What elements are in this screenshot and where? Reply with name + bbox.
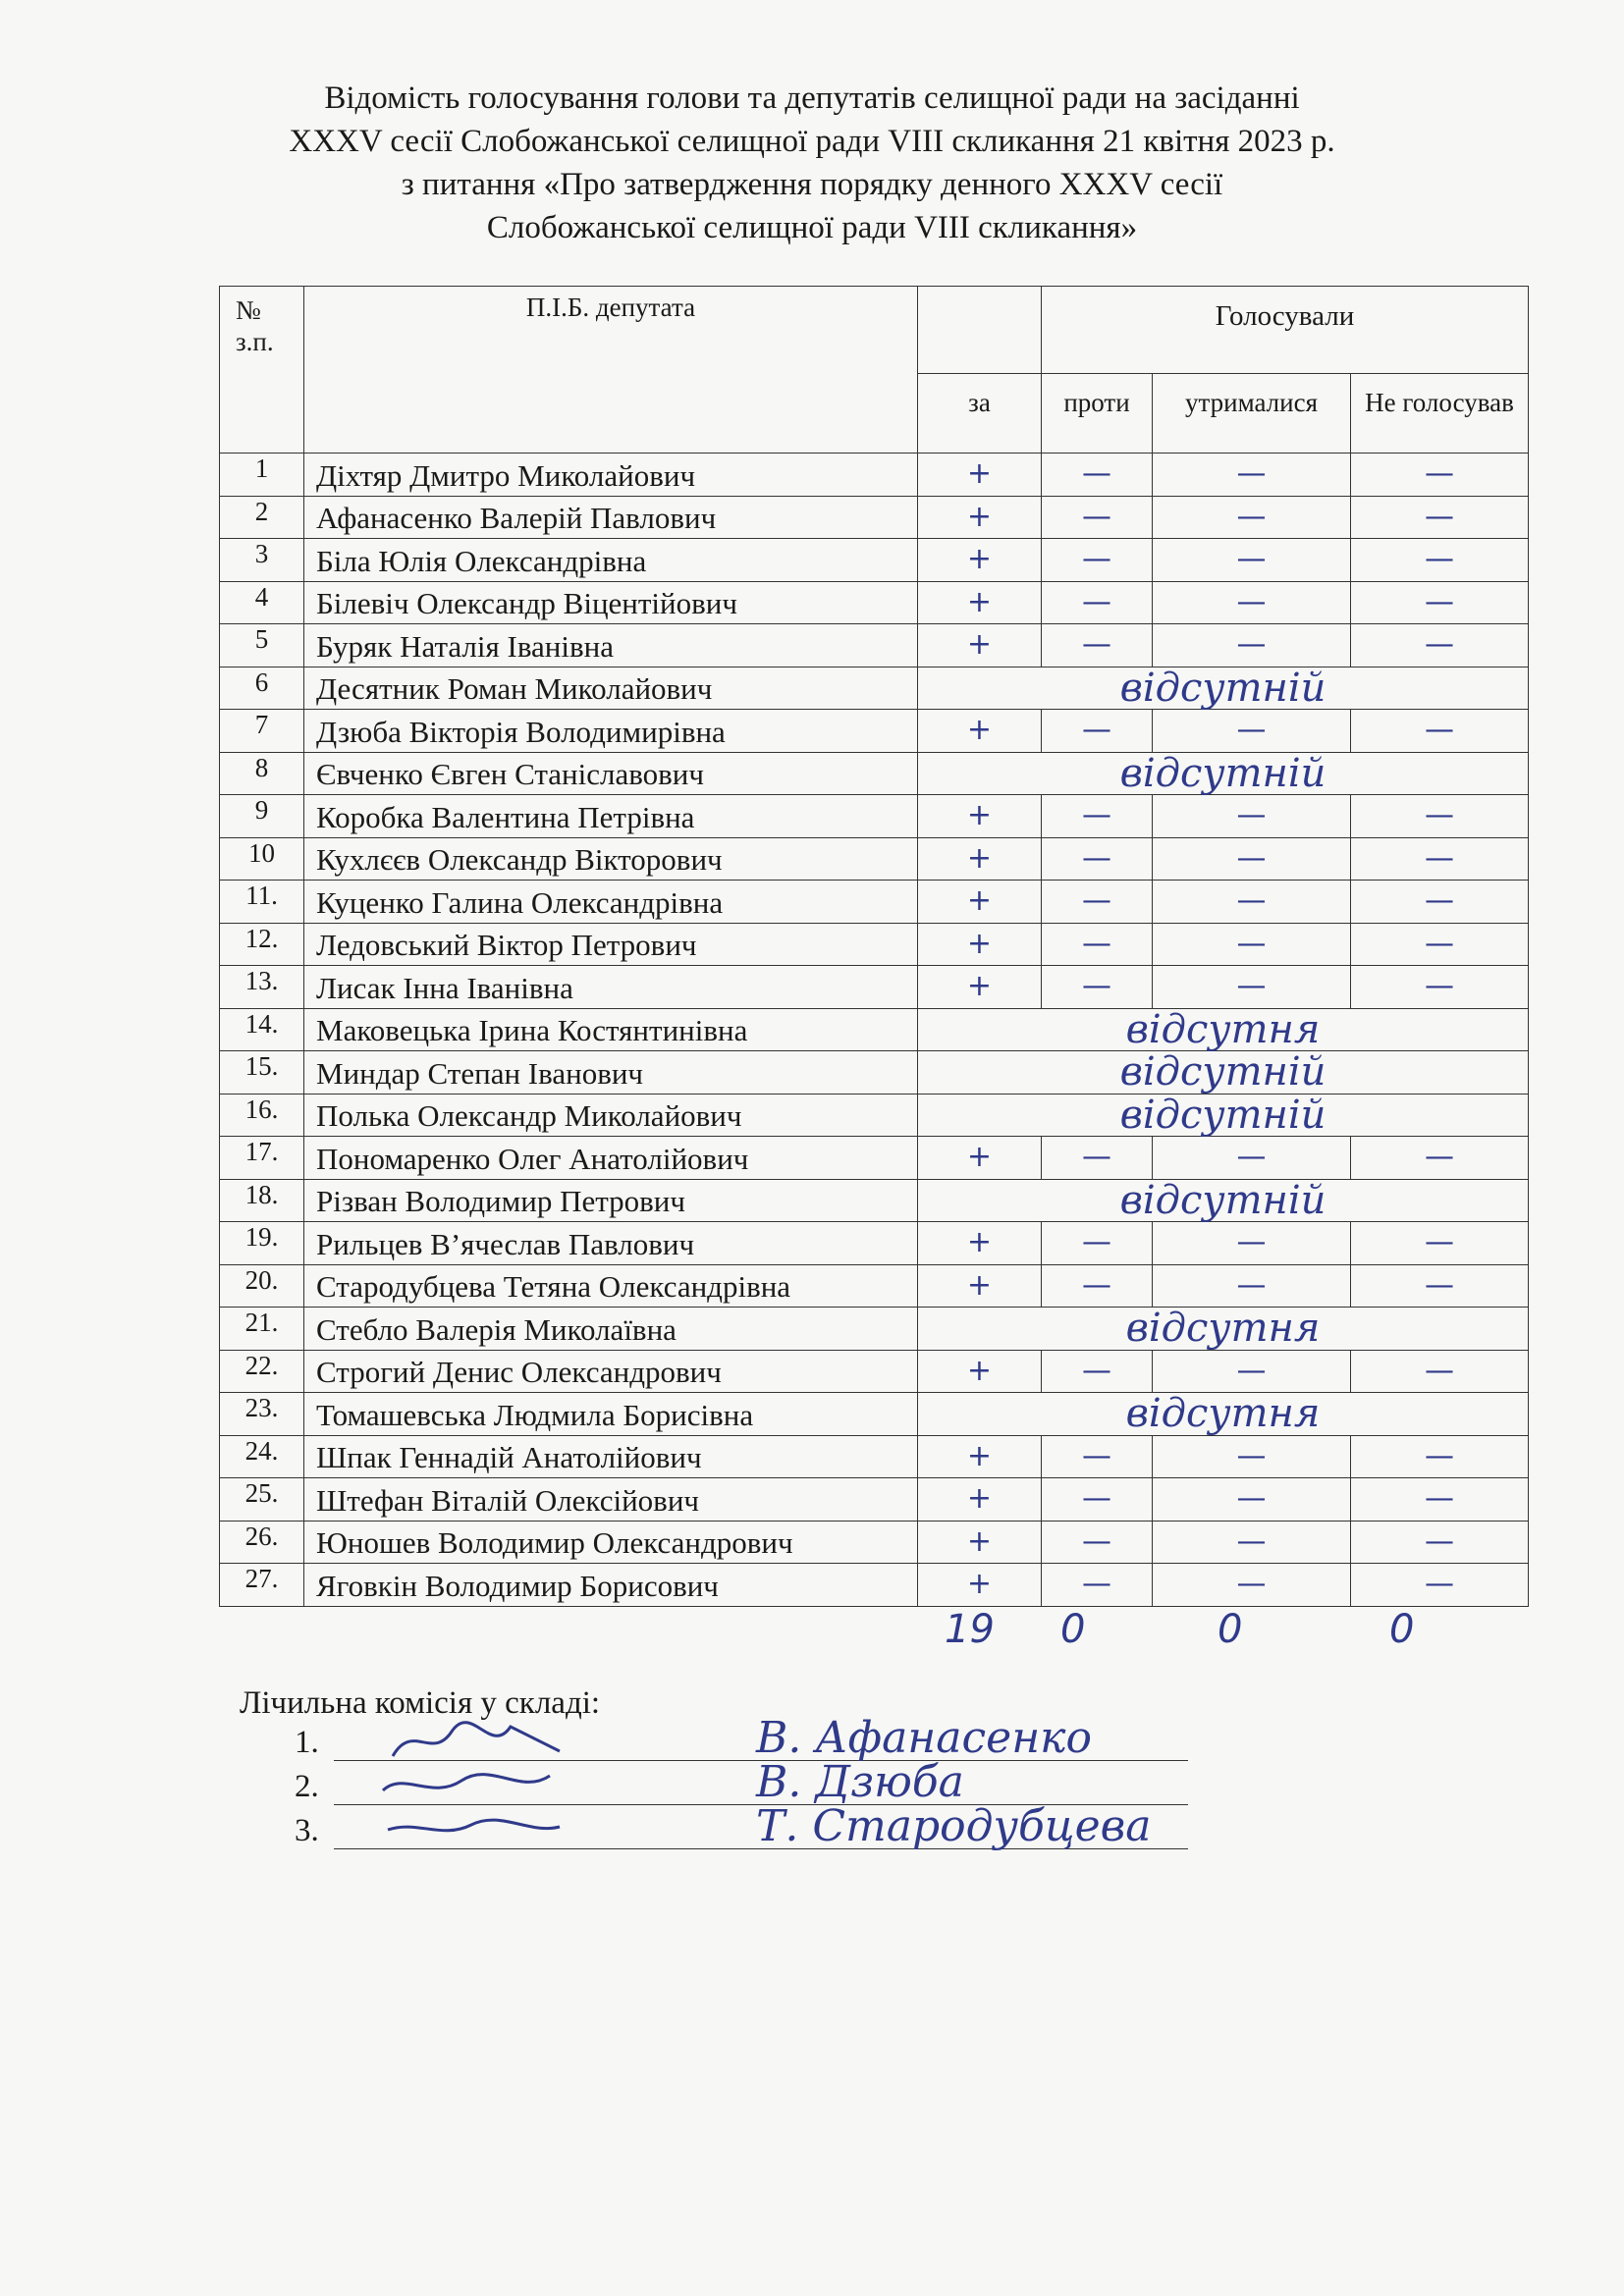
vote-not-voted-mark: — xyxy=(1351,454,1529,497)
table-row xyxy=(220,752,1529,795)
vote-abstained-mark: — xyxy=(1153,966,1351,1009)
header-number: № з.п. xyxy=(220,287,304,454)
member-name: Т. Стародубцева xyxy=(756,1801,1152,1851)
vote-abstained-mark: — xyxy=(1153,795,1351,838)
vote-for-mark: + xyxy=(918,1435,1042,1478)
table-row xyxy=(220,1478,1529,1522)
vote-not-voted-mark: — xyxy=(1351,710,1529,753)
table-row xyxy=(220,837,1529,881)
row-number: 15. xyxy=(220,1051,304,1095)
total-not-voted: 0 xyxy=(1389,1607,1415,1652)
table-row xyxy=(220,1222,1529,1265)
member-number: 1. xyxy=(295,1725,319,1760)
row-number: 20. xyxy=(220,1264,304,1308)
member-number: 3. xyxy=(295,1813,319,1848)
vote-for-mark: + xyxy=(918,1521,1042,1564)
title-line-2: XXXV сесії Слобожанської селищної ради VIII скликання 21 квітня 2023 р. xyxy=(289,124,1335,159)
vote-against-mark: — xyxy=(1042,795,1153,838)
table-row xyxy=(220,454,1529,497)
vote-abstained-mark: — xyxy=(1153,496,1351,539)
deputy-name: Юношев Володимир Олександрович xyxy=(304,1521,918,1564)
row-number: 19. xyxy=(220,1222,304,1265)
vote-against-mark: — xyxy=(1042,1222,1153,1265)
table-row xyxy=(220,1435,1529,1478)
vote-not-voted-mark: — xyxy=(1351,881,1529,924)
vote-against-mark: — xyxy=(1042,581,1153,624)
table-row xyxy=(220,539,1529,582)
vote-abstained-mark: — xyxy=(1153,624,1351,667)
row-number: 24. xyxy=(220,1435,304,1478)
vote-against-mark: — xyxy=(1042,923,1153,966)
row-number: 12. xyxy=(220,923,304,966)
absent-mark: відсутній xyxy=(918,1179,1529,1222)
row-number: 11. xyxy=(220,881,304,924)
vote-not-voted-mark: — xyxy=(1351,624,1529,667)
vote-against-mark: — xyxy=(1042,496,1153,539)
total-against: 0 xyxy=(1060,1607,1086,1652)
vote-abstained-mark: — xyxy=(1153,923,1351,966)
table-row xyxy=(220,1350,1529,1393)
absent-mark: відсутній xyxy=(918,752,1529,795)
table-row xyxy=(220,1094,1529,1137)
deputy-name: Коробка Валентина Петрівна xyxy=(304,795,918,838)
absent-mark: відсутня xyxy=(918,1393,1529,1436)
vote-not-voted-mark: — xyxy=(1351,1564,1529,1607)
table-row xyxy=(220,624,1529,667)
vote-not-voted-mark: — xyxy=(1351,966,1529,1009)
title-line-4: Слобожанської селищної ради VIII скликання» xyxy=(486,210,1138,245)
deputy-name: Лисак Інна Іванівна xyxy=(304,966,918,1009)
vote-for-mark: + xyxy=(918,1137,1042,1180)
deputy-name: Біла Юлія Олександрівна xyxy=(304,539,918,582)
row-number: 4 xyxy=(220,581,304,624)
deputy-name: Дзюба Вікторія Володимирівна xyxy=(304,710,918,753)
deputy-name: Афанасенко Валерій Павлович xyxy=(304,496,918,539)
row-number: 8 xyxy=(220,752,304,795)
header-against: проти xyxy=(1042,374,1153,454)
vote-for-mark: + xyxy=(918,1264,1042,1308)
vote-abstained-mark: — xyxy=(1153,454,1351,497)
deputy-name: Стебло Валерія Миколаївна xyxy=(304,1308,918,1351)
table-row xyxy=(220,1521,1529,1564)
signature-scribble-icon xyxy=(373,1805,569,1854)
vote-not-voted-mark: — xyxy=(1351,496,1529,539)
vote-abstained-mark: — xyxy=(1153,1435,1351,1478)
table-row xyxy=(220,1051,1529,1095)
member-name: В. Дзюба xyxy=(756,1757,964,1807)
vote-for-mark: + xyxy=(918,581,1042,624)
row-number: 14. xyxy=(220,1008,304,1051)
deputy-name: Куценко Галина Олександрівна xyxy=(304,881,918,924)
table-row xyxy=(220,1137,1529,1180)
vote-not-voted-mark: — xyxy=(1351,795,1529,838)
commission-label: Лічильна комісія у складі: xyxy=(240,1685,601,1721)
deputy-name: Євченко Євген Станіславович xyxy=(304,752,918,795)
title-line-1: Відомість голосування голови та депутатів селищної ради на засіданні xyxy=(324,80,1300,116)
header-voted: Голосували xyxy=(1042,287,1529,374)
vote-abstained-mark: — xyxy=(1153,1350,1351,1393)
vote-for-mark: + xyxy=(918,881,1042,924)
row-number: 5 xyxy=(220,624,304,667)
deputy-name: Білевіч Олександр Віцентійович xyxy=(304,581,918,624)
vote-not-voted-mark: — xyxy=(1351,581,1529,624)
vote-abstained-mark: — xyxy=(1153,1521,1351,1564)
absent-mark: відсутня xyxy=(918,1008,1529,1051)
deputy-name: Полька Олександр Миколайович xyxy=(304,1094,918,1137)
vote-abstained-mark: — xyxy=(1153,710,1351,753)
table-row xyxy=(220,667,1529,710)
vote-for-mark: + xyxy=(918,710,1042,753)
vote-not-voted-mark: — xyxy=(1351,1137,1529,1180)
deputy-name: Штефан Віталій Олексійович xyxy=(304,1478,918,1522)
table-row xyxy=(220,496,1529,539)
deputy-name: Маковецька Ірина Костянтинівна xyxy=(304,1008,918,1051)
deputy-name: Миндар Степан Іванович xyxy=(304,1051,918,1095)
row-number: 27. xyxy=(220,1564,304,1607)
vote-abstained-mark: — xyxy=(1153,1222,1351,1265)
document-title xyxy=(0,77,1624,249)
row-number: 10 xyxy=(220,837,304,881)
vote-not-voted-mark: — xyxy=(1351,1478,1529,1522)
deputy-name: Різван Володимир Петрович xyxy=(304,1179,918,1222)
header-empty-cell xyxy=(918,287,1042,374)
vote-abstained-mark: — xyxy=(1153,539,1351,582)
row-number: 6 xyxy=(220,667,304,710)
vote-against-mark: — xyxy=(1042,837,1153,881)
vote-abstained-mark: — xyxy=(1153,1264,1351,1308)
row-number: 26. xyxy=(220,1521,304,1564)
vote-for-mark: + xyxy=(918,496,1042,539)
vote-for-mark: + xyxy=(918,1564,1042,1607)
row-number: 3 xyxy=(220,539,304,582)
absent-mark: відсутній xyxy=(918,667,1529,710)
table-row xyxy=(220,1308,1529,1351)
member-number: 2. xyxy=(295,1769,319,1804)
row-number: 1 xyxy=(220,454,304,497)
deputy-name: Рильцев В’ячеслав Павлович xyxy=(304,1222,918,1265)
deputy-name: Пономаренко Олег Анатолійович xyxy=(304,1137,918,1180)
deputy-name: Діхтяр Дмитро Миколайович xyxy=(304,454,918,497)
row-number: 17. xyxy=(220,1137,304,1180)
row-number: 23. xyxy=(220,1393,304,1436)
table-row xyxy=(220,1264,1529,1308)
deputy-name: Шпак Геннадій Анатолійович xyxy=(304,1435,918,1478)
deputy-name: Десятник Роман Миколайович xyxy=(304,667,918,710)
deputy-name: Кухлєєв Олександр Вікторович xyxy=(304,837,918,881)
absent-mark: відсутній xyxy=(918,1051,1529,1095)
total-abstained: 0 xyxy=(1218,1607,1243,1652)
table-row xyxy=(220,923,1529,966)
absent-mark: відсутній xyxy=(918,1094,1529,1137)
member-name: В. Афанасенко xyxy=(756,1713,1092,1763)
table-row xyxy=(220,1393,1529,1436)
table-row xyxy=(220,1179,1529,1222)
deputy-name: Томашевська Людмила Борисівна xyxy=(304,1393,918,1436)
vote-against-mark: — xyxy=(1042,1478,1153,1522)
vote-against-mark: — xyxy=(1042,1435,1153,1478)
vote-against-mark: — xyxy=(1042,539,1153,582)
vote-not-voted-mark: — xyxy=(1351,1222,1529,1265)
vote-not-voted-mark: — xyxy=(1351,1264,1529,1308)
row-number: 9 xyxy=(220,795,304,838)
table-row xyxy=(220,1008,1529,1051)
vote-abstained-mark: — xyxy=(1153,1564,1351,1607)
deputy-name: Буряк Наталія Іванівна xyxy=(304,624,918,667)
vote-for-mark: + xyxy=(918,454,1042,497)
vote-against-mark: — xyxy=(1042,1564,1153,1607)
row-number: 7 xyxy=(220,710,304,753)
signature-scribble-icon xyxy=(373,1761,569,1810)
vote-abstained-mark: — xyxy=(1153,1137,1351,1180)
row-number: 18. xyxy=(220,1179,304,1222)
row-number: 25. xyxy=(220,1478,304,1522)
vote-for-mark: + xyxy=(918,923,1042,966)
table-row xyxy=(220,581,1529,624)
row-number: 2 xyxy=(220,496,304,539)
vote-for-mark: + xyxy=(918,624,1042,667)
title-line-3: з питання «Про затвердження порядку денного XXXV сесії xyxy=(401,167,1223,202)
vote-against-mark: — xyxy=(1042,1264,1153,1308)
vote-for-mark: + xyxy=(918,837,1042,881)
vote-for-mark: + xyxy=(918,795,1042,838)
voting-table xyxy=(219,286,1529,1607)
row-number: 21. xyxy=(220,1308,304,1351)
row-number: 22. xyxy=(220,1350,304,1393)
signature-scribble-icon xyxy=(373,1717,569,1766)
vote-for-mark: + xyxy=(918,966,1042,1009)
table-row xyxy=(220,966,1529,1009)
vote-against-mark: — xyxy=(1042,1350,1153,1393)
vote-totals xyxy=(0,1607,1624,1656)
header-for: за xyxy=(918,374,1042,454)
vote-not-voted-mark: — xyxy=(1351,923,1529,966)
voting-table-body xyxy=(220,454,1529,1607)
row-number: 16. xyxy=(220,1094,304,1137)
deputy-name: Строгий Денис Олександрович xyxy=(304,1350,918,1393)
deputy-name: Ледовський Віктор Петрович xyxy=(304,923,918,966)
vote-against-mark: — xyxy=(1042,624,1153,667)
row-number: 13. xyxy=(220,966,304,1009)
vote-for-mark: + xyxy=(918,539,1042,582)
vote-abstained-mark: — xyxy=(1153,1478,1351,1522)
table-row xyxy=(220,710,1529,753)
vote-for-mark: + xyxy=(918,1478,1042,1522)
vote-for-mark: + xyxy=(918,1350,1042,1393)
vote-not-voted-mark: — xyxy=(1351,539,1529,582)
vote-against-mark: — xyxy=(1042,1521,1153,1564)
absent-mark: відсутня xyxy=(918,1308,1529,1351)
vote-not-voted-mark: — xyxy=(1351,1521,1529,1564)
table-row xyxy=(220,881,1529,924)
total-for: 19 xyxy=(945,1607,995,1652)
vote-abstained-mark: — xyxy=(1153,581,1351,624)
deputy-name: Яговкін Володимир Борисович xyxy=(304,1564,918,1607)
vote-for-mark: + xyxy=(918,1222,1042,1265)
vote-against-mark: — xyxy=(1042,966,1153,1009)
vote-not-voted-mark: — xyxy=(1351,837,1529,881)
deputy-name: Стародубцева Тетяна Олександрівна xyxy=(304,1264,918,1308)
vote-against-mark: — xyxy=(1042,881,1153,924)
vote-abstained-mark: — xyxy=(1153,837,1351,881)
vote-abstained-mark: — xyxy=(1153,881,1351,924)
header-abstained: утрималися xyxy=(1153,374,1351,454)
header-not-voted: Не голосував xyxy=(1351,374,1529,454)
table-row xyxy=(220,1564,1529,1607)
table-row xyxy=(220,795,1529,838)
vote-against-mark: — xyxy=(1042,1137,1153,1180)
vote-against-mark: — xyxy=(1042,454,1153,497)
header-name: П.І.Б. депутата xyxy=(304,287,918,454)
vote-not-voted-mark: — xyxy=(1351,1350,1529,1393)
vote-not-voted-mark: — xyxy=(1351,1435,1529,1478)
vote-against-mark: — xyxy=(1042,710,1153,753)
